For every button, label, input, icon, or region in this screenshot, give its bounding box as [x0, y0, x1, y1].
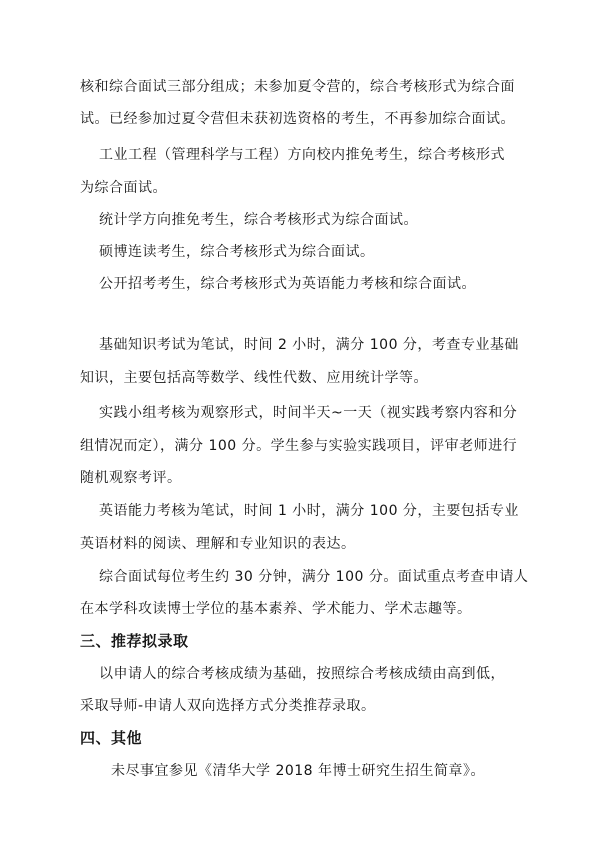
paragraph-line: 试。已经参加过夏令营但未获初选资格的考生，不再参加综合面试。: [80, 111, 515, 127]
paragraph-line: 在本学科攻读博士学位的基本素养、学术能力、学术志趣等。: [80, 601, 472, 617]
paragraph-line: 统计学方向推免考生，综合考核形式为综合面试。: [99, 212, 418, 228]
paragraph-line: 英语能力考核为笔试，时间 1 小时，满分 100 分，主要包括专业: [99, 503, 519, 519]
paragraph-line: 知识，主要包括高等数学、线性代数、应用统计学等。: [80, 370, 428, 386]
paragraph-line: 未尽事宜参见《清华大学 2018 年博士研究生招生简章》。: [111, 763, 486, 779]
paragraph-line: 综合面试每位考生约 30 分钟，满分 100 分。面试重点考查申请人: [99, 569, 529, 585]
paragraph-line: 工业工程（管理科学与工程）方向校内推免考生，综合考核形式: [99, 147, 505, 163]
paragraph-line: 随机观察考评。: [80, 470, 182, 486]
paragraph-line: 英语材料的阅读、理解和专业知识的表达。: [80, 536, 356, 552]
paragraph-line: 基础知识考试为笔试，时间 2 小时，满分 100 分，考查专业基础: [99, 337, 519, 353]
section-heading: 三、推荐拟录取: [80, 632, 189, 650]
paragraph-line: 采取导师-申请人双向选择方式分类推荐录取。: [80, 698, 376, 714]
paragraph-line: 核和综合面试三部分组成；未参加夏令营的，综合考核形式为综合面: [80, 79, 515, 95]
paragraph-line: 为综合面试。: [80, 180, 167, 196]
paragraph-line: 以申请人的综合考核成绩为基础，按照综合考核成绩由高到低，: [99, 666, 505, 682]
paragraph-line: 组情况而定），满分 100 分。学生参与实验实践项目，评审老师进行: [80, 438, 518, 454]
paragraph-line: 硕博连读考生，综合考核形式为综合面试。: [99, 244, 375, 260]
paragraph-line: 实践小组考核为观察形式，时间半天~一天（视实践考察内容和分: [99, 405, 518, 421]
section-heading: 四、其他: [80, 729, 143, 747]
paragraph-line: 公开招考考生，综合考核形式为英语能力考核和综合面试。: [99, 276, 476, 292]
